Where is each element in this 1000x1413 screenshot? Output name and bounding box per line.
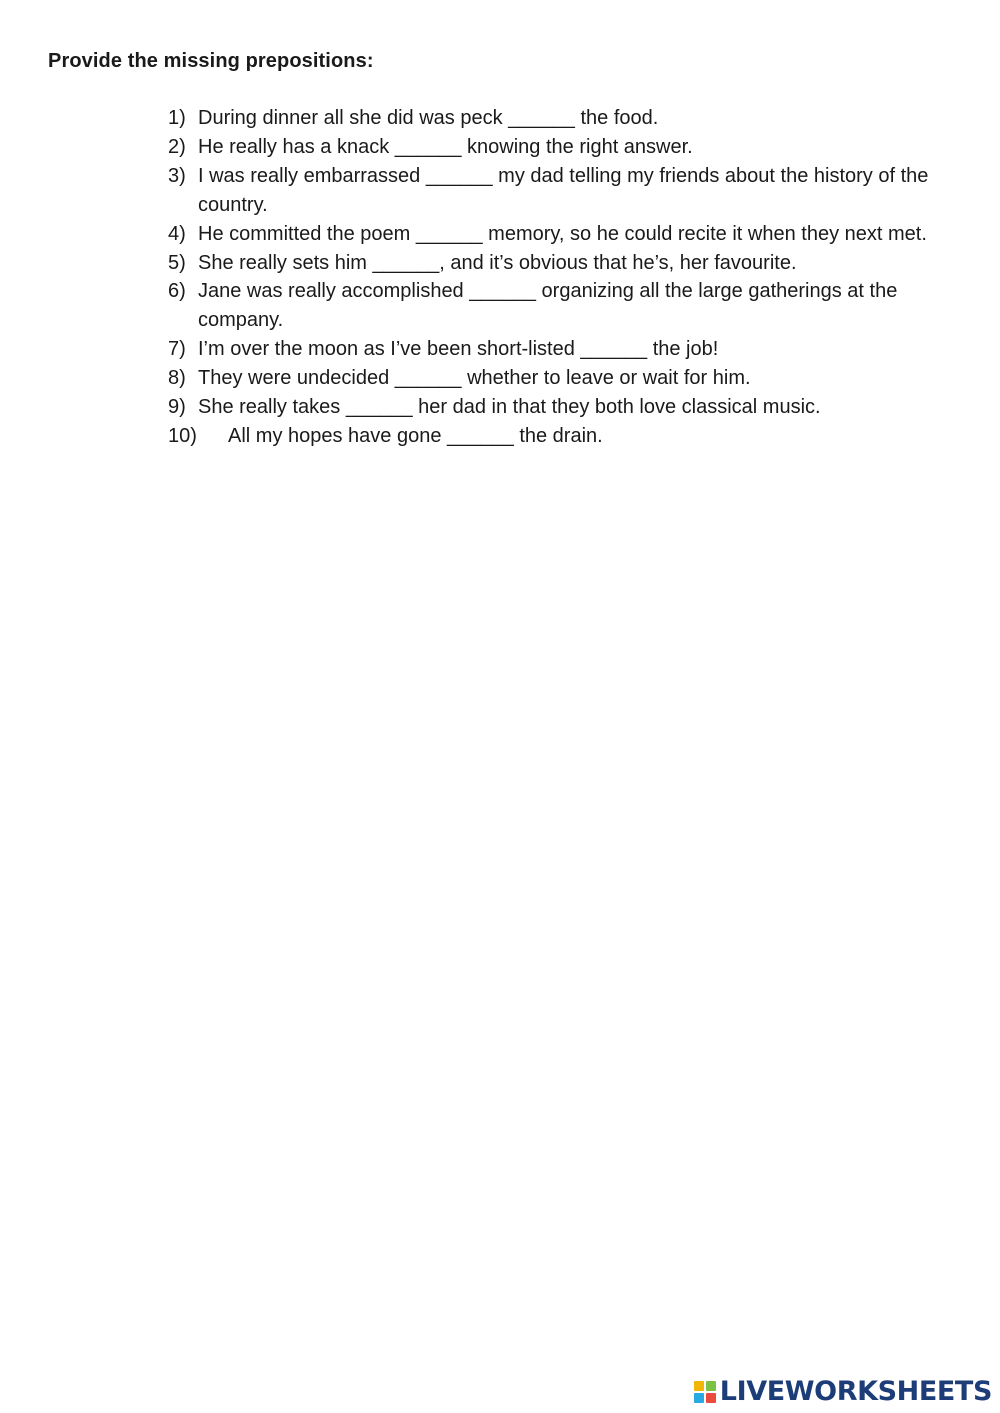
question-item — [168, 133, 958, 162]
logo-tile-yellow — [694, 1381, 704, 1391]
question-list — [168, 104, 958, 451]
question-text: He committed the poem ______ memory, so he could recite it when they next met. — [198, 222, 927, 245]
logo-text: LIVEWORKSHEETS — [719, 1376, 992, 1407]
question-item — [168, 364, 958, 393]
question-item — [168, 249, 958, 278]
question-number: 4) — [168, 222, 186, 245]
logo-tile-green — [706, 1381, 716, 1391]
question-item — [168, 335, 958, 364]
question-number: 5) — [168, 251, 186, 274]
question-text: I’m over the moon as I’ve been short-listed ______ the job! — [198, 338, 719, 361]
question-number: 8) — [168, 367, 186, 390]
question-text: Jane was really accomplished ______ organizing all the large gatherings at the company. — [198, 280, 898, 332]
question-text: I was really embarrassed ______ my dad telling my friends about the history of the country. — [198, 164, 929, 216]
question-text: All my hopes have gone ______ the drain. — [228, 424, 603, 447]
logo-tile-red — [706, 1393, 716, 1403]
question-number: 3) — [168, 164, 186, 187]
worksheet-instruction: Provide the missing prepositions: — [48, 50, 374, 72]
question-item — [168, 220, 958, 249]
question-text: During dinner all she did was peck ______ the food. — [198, 107, 659, 129]
question-item — [168, 277, 958, 335]
question-number: 10) — [168, 424, 197, 447]
question-number: 2) — [168, 135, 186, 158]
liveworksheets-logo — [694, 1376, 992, 1407]
question-text: She really sets him ______, and it’s obvious that he’s, her favourite. — [198, 251, 797, 274]
question-item — [168, 393, 958, 422]
question-item — [168, 422, 958, 451]
logo-tile-blue — [694, 1393, 704, 1403]
question-number: 6) — [168, 280, 186, 303]
question-item — [168, 162, 958, 220]
question-item — [168, 104, 958, 133]
question-number: 9) — [168, 396, 186, 419]
question-text: They were undecided ______ whether to leave or wait for him. — [198, 367, 751, 390]
question-text: She really takes ______ her dad in that they both love classical music. — [198, 396, 821, 419]
question-text: He really has a knack ______ knowing the right answer. — [198, 135, 693, 158]
question-number: 7) — [168, 338, 186, 361]
question-number: 1) — [168, 107, 186, 129]
liveworksheets-logo-icon — [694, 1381, 716, 1403]
